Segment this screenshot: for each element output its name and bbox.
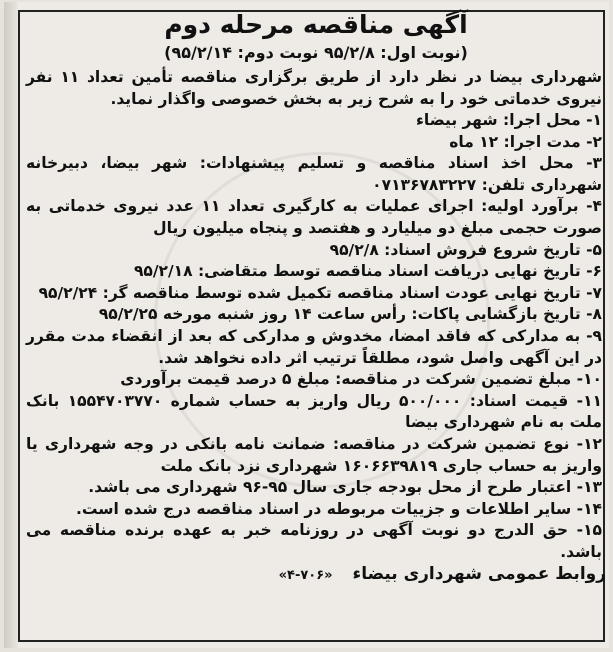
ad-item: ۱- محل اجرا: شهر بیضاء [415, 111, 602, 129]
ad-item: ۱۱- قیمت اسناد: ۵۰۰/۰۰۰ ریال واریز به حساب شماره ۱۵۵۴۷۰۳۷۷۰ بانک ملت به نام شهرداری بیضا [26, 391, 602, 432]
ad-item: ۵- تاریخ شروع فروش اسناد: ۹۵/۲/۸ [329, 240, 602, 259]
ad-item: ۳- محل اخذ اسناد مناقصه و تسلیم پیشنهادات: شهر بیضا، دبیرخانه شهرداری تلفن: ۰۷۱۳۶۷۸۳۲۲۷ [26, 154, 602, 194]
ad-intro: شهرداری بیضا در نظر دارد از طریق برگزاری مناقصه تأمین تعداد ۱۱ نفر نیروی خدماتی خود را به شرح زیر به بخش خصوصی واگذار نماید. [26, 68, 602, 108]
ad-item: ۶- تاریخ نهایی دریافت اسناد مناقصه توسط متقاضی: ۹۵/۲/۱۸ [133, 262, 602, 281]
ad-subtitle: (نوبت اول: ۹۵/۲/۸ نوبت دوم: ۹۵/۲/۱۴) [164, 43, 468, 62]
ad-content [26, 8, 606, 587]
ad-item: ۹- به مدارکی که فاقد امضا، مخدوش و مدارکی که بعد از انقضاء مدت مقرر در این آگهی واصل شود، مطلقاً ترتیب اثر داده نخواهد شد. [26, 326, 602, 367]
ad-signature-line [26, 563, 606, 587]
ad-item: ۱۲- نوع تضمین شرکت در مناقصه: ضمانت نامه بانکی در وجه شهرداری یا واریز به حساب جاری ۱۶۰۶۶۳۹۸۱۹ شهرداری نزد بانک ملت [26, 434, 602, 475]
ad-title: آگهی مناقصه مرحله دوم [164, 10, 468, 39]
ad-code: «۴-۷۰۶» [278, 568, 333, 584]
ad-item: ۱۳- اعتبار طرح از محل بودجه جاری سال ۹۵-۹۶ شهرداری می باشد. [88, 478, 602, 497]
ad-item: ۱۴- سایر اطلاعات و جزییات مربوطه در اسناد مناقصه درج شده است. [75, 499, 602, 518]
ad-item: ۸- تاریخ بازگشایی پاکات: رأس ساعت ۱۴ روز شنبه مورخه ۹۵/۲/۲۵ [98, 305, 602, 324]
ad-items-list [26, 110, 606, 563]
ad-signature: روابط عمومی شهرداری بیضاء [352, 564, 606, 585]
page-fold-shadow [4, 2, 18, 648]
ad-item: ۱۰- مبلغ تضمین شرکت در مناقصه: مبلغ ۵ درصد قیمت برآوردی [120, 370, 602, 389]
ad-item: ۱۵- حق الدرج دو نوبت آگهی در روزنامه خبر به عهده برنده مناقصه می باشد. [26, 521, 602, 561]
ad-item: ۲- مدت اجرا: ۱۲ ماه [449, 132, 602, 151]
newspaper-clipping [4, 2, 609, 648]
ad-item: ۴- برآورد اولیه: اجرای عملیات به کارگیری تعداد ۱۱ عدد نیروی خدماتی به صورت حجمی مبلغ دو میلیارد و هفتصد و پنجاه میلیون ریال [26, 197, 602, 237]
ad-item: ۷- تاریخ نهایی عودت اسناد مناقصه تکمیل شده توسط مناقصه گر: ۹۵/۲/۲۴ [38, 283, 602, 302]
